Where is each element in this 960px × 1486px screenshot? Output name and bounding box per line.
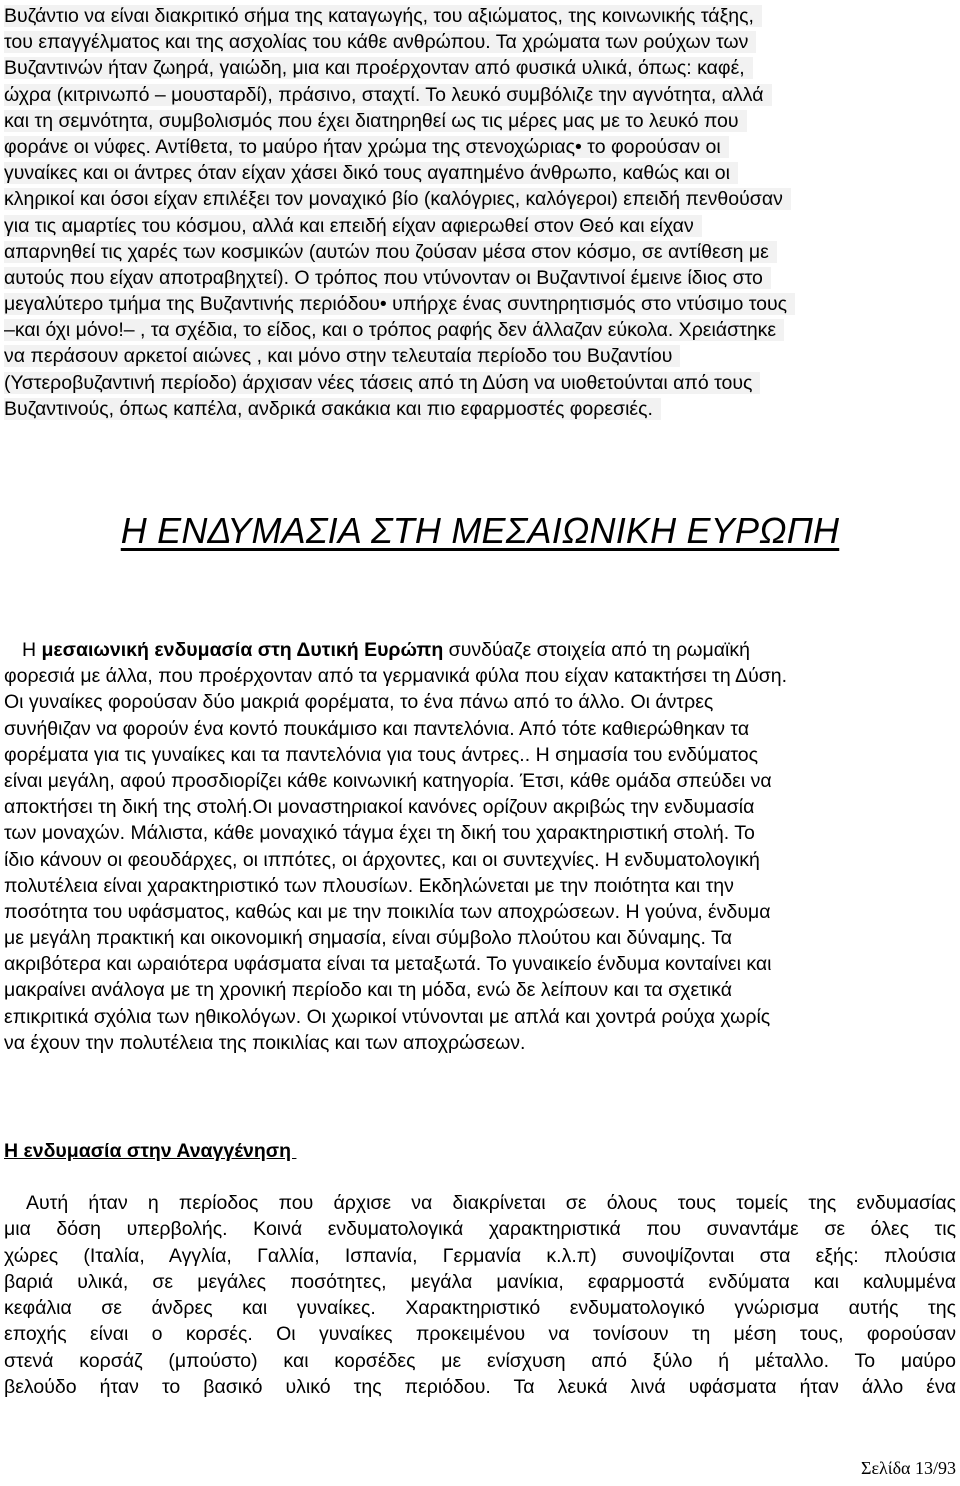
- text-line-content: –και όχι μόνο!– , τα σχέδια, το είδος, και ο τρόπος ραφής δεν άλλαζαν εύκολα. Χρειάστηκε: [4, 319, 784, 341]
- text-line: [4, 186, 950, 212]
- text-line: [4, 343, 950, 369]
- text-line: επικριτικά σχόλια των ηθικολόγων. Οι χωρικοί ντύνονται με απλά και χοντρά ρούχα χωρίς: [4, 1005, 771, 1028]
- text-line: [4, 637, 954, 663]
- text-line-content: του επαγγέλματος και της ασχολίας του κάθε ανθρώπου. Τα χρώματα των ρούχων των: [4, 31, 756, 53]
- text-line-content: γυναίκες και οι άντρες όταν είχαν χάσει δικό τους αγαπημένο άνθρωπο, καθώς και οι: [4, 162, 738, 184]
- text-line-content: Βυζαντινών ήταν ζωηρά, γαιώδη, μια και προέρχονταν από φυσικά υλικά, όπως: καφέ,: [4, 57, 753, 79]
- text-line-content: απαρνηθεί τις χαρές των κοσμικών (αυτών που ζούσαν μέσα στον κόσμο, σε αντίθεση με: [4, 241, 777, 263]
- text-line: να έχουν την πολυτέλεια της ποικιλίας και των αποχρώσεων.: [4, 1031, 526, 1054]
- intro-bold-term: μεσαιωνική ενδυμασία στη: [41, 639, 297, 661]
- text-line: κεφάλια σε άνδρες και γυναίκες. Χαρακτηριστικό ενδυματολογικό γνώρισμα αυτής της: [4, 1297, 956, 1320]
- text-line: [4, 160, 950, 186]
- byzantine-paragraph: [4, 3, 950, 422]
- text-line: με μεγάλη πρακτική και οικονομική σημασία, είναι σύμβολο πλούτου και δύναμης. Τα: [4, 927, 733, 950]
- text-line: ποσότητα του υφάσματος, καθώς και με την ποικιλία των αποχρώσεων. Η γούνα, ένδυμα: [4, 900, 771, 923]
- text-line: αποκτήσει τη δική της στολή.Οι μοναστηριακοί κανόνες ορίζουν ακριβώς την ενδυμασία: [4, 796, 755, 819]
- text-line-content: αυτούς που είχαν αποτραβηχτεί). Ο τρόπος που ντύνονταν οι Βυζαντινοί έμεινε ίδιος στο: [4, 267, 771, 289]
- text-line: Αυτή ήταν η περίοδος που άρχισε να διακρίνεται σε όλους τους τομείς της ενδυμασίας: [26, 1192, 956, 1214]
- text-line: [4, 396, 950, 422]
- text-line-content: για τις αμαρτίες του κόσμου, αλλά και επειδή είχαν αφιερωθεί στον Θεό και είχαν: [4, 215, 702, 237]
- text-line: ακριβότερα και ωραιότερα υφάσματα είναι τα μεταξωτά. Το γυναικείο ένδυμα κονταίνει και: [4, 953, 772, 976]
- text-line-content: (Υστεροβυζαντινή περίοδο) άρχισαν νέες τάσεις από τη Δύση να υιοθετούνται από τους: [4, 372, 760, 394]
- text-line: [4, 370, 950, 396]
- text-line: [4, 265, 950, 291]
- text-line: είναι μεγάλη, αφού προσδιορίζει κάθε κοινωνική κατηγορία. Έτσι, κάθε ομάδα σπεύδει να: [4, 769, 772, 792]
- text-line: [4, 134, 950, 160]
- text-line-content: και τη σεμνότητα, συμβολισμός που έχει διατηρηθεί ως τις μέρες μας με το λευκό που: [4, 110, 747, 132]
- text-line: βελούδο ήταν το βασικό υλικό της περιόδου. Τα λευκά λινά υφάσματα ήταν άλλο ένα: [4, 1376, 956, 1399]
- text-line: [4, 213, 950, 239]
- text-line-content: μεγαλύτερο τμήμα της Βυζαντινής περιόδου• υπήρχε ένας συντηρητισμός στο ντύσιμο τους: [4, 293, 795, 315]
- text-line: χώρες (Ιταλία, Αγγλία, Γαλλία, Ισπανία, Γερμανία κ.λ.π) συνοψίζονται στα εξής: πλούσια: [4, 1244, 956, 1267]
- text-line-content: να περάσουν αρκετοί αιώνες , και μόνο στην τελευταία περίοδο του Βυζαντίου: [4, 345, 680, 367]
- text-line: [4, 239, 950, 265]
- renaissance-paragraph: [4, 1190, 956, 1400]
- text-line: συνήθιζαν να φορούν ένα κοντό πουκάμισο και παντελόνια. Από τότε καθιερώθηκαν τα: [4, 717, 750, 740]
- text-line: [4, 291, 950, 317]
- renaissance-heading: Η ενδυμασία στην Αναγγένηση: [4, 1140, 297, 1162]
- text-line-content: Βυζαντινούς, όπως καπέλα, ανδρικά σακάκια και πιο εφαρμοστές φορεσιές.: [4, 398, 661, 420]
- text-line-content: ώχρα (κιτρινωπό – μουσταρδί), πράσινο, σταχτί. Το λευκό συμβόλιζε την αγνότητα, αλλά: [4, 84, 772, 106]
- text-line: [4, 108, 950, 134]
- text-line: [4, 29, 950, 55]
- text-line-content: κληρικοί και όσοι είχαν επιλέξει τον μοναχικό βίο (καλόγριες, καλόγεροι) επειδή πενθούσαν: [4, 188, 791, 210]
- medieval-paragraph: [4, 637, 954, 1056]
- text-line: [4, 3, 950, 29]
- text-line: Οι γυναίκες φορούσαν δύο μακριά φορέματα, το ένα πάνω από το άλλο. Οι άντρες: [4, 691, 714, 714]
- text-line: βαριά υλικά, σε μεγάλες ποσότητες, μεγάλα μανίκια, εφαρμοστά ενδύματα και καλυμμένα: [4, 1270, 956, 1293]
- intro-bold-region: Δυτική Ευρώπη: [296, 639, 444, 661]
- intro-suffix: συνδύαζε στοιχεία από τη ρωμαϊκή: [443, 639, 750, 661]
- text-line: εποχής είναι ο κορσές. Οι γυναίκες προκειμένου να τονίσουν τη μέση τους, φορούσαν: [4, 1323, 956, 1346]
- text-line-content: φοράνε οι νύφες. Αντίθετα, το μαύρο ήταν χρώμα της στενοχώριας• το φορούσαν οι: [4, 136, 729, 158]
- text-line: [4, 55, 950, 81]
- text-line: [4, 82, 950, 108]
- text-line: μακραίνει ανάλογα με τη χρονική περίοδο και τη μόδα, ενώ δε λείπουν και τα σχετικά: [4, 979, 732, 1002]
- text-line-content: Βυζάντιο να είναι διακριτικό σήμα της καταγωγής, του αξιώματος, της κοινωνικής τάξης,: [4, 5, 762, 27]
- text-line: φορεσιά με άλλα, που προέρχονταν από τα γερμανικά φύλα που είχαν κατακτήσει τη Δύση.: [4, 665, 788, 688]
- text-line: μια δόση υπερβολής. Κοινά ενδυματολογικά χαρακτηριστικά που συναντάμε σε όλες τις: [4, 1218, 956, 1241]
- section-title: Η ΕΝΔΥΜΑΣΙΑ ΣΤΗ ΜΕΣΑΙΩΝΙΚΗ ΕΥΡΩΠΗ: [120, 510, 840, 551]
- text-line: πολυτέλεια είναι χαρακτηριστικό των πλουσίων. Εκδηλώνεται με την ποιότητα και την: [4, 874, 734, 897]
- text-line: ίδιο κάνουν οι φεουδάρχες, οι ιππότες, οι άρχοντες, και οι συντεχνίες. Η ενδυματολογική: [4, 848, 760, 871]
- text-line: φορέματα για τις γυναίκες και τα παντελόνια για τους άντρες.. Η σημασία του ενδύματος: [4, 743, 759, 766]
- text-line: [4, 317, 950, 343]
- text-line: των μοναχών. Μάλιστα, κάθε μοναχικό τάγμα έχει τη δική του χαρακτηριστική στολή. Το: [4, 822, 755, 845]
- page-number: Σελίδα 13/93: [860, 1458, 956, 1478]
- intro-prefix: Η: [22, 639, 42, 661]
- text-line: στενά κορσάζ (μπούστο) και κορσέδες με ενίσχυση από ξύλο ή μέταλλο. Το μαύρο: [4, 1349, 956, 1372]
